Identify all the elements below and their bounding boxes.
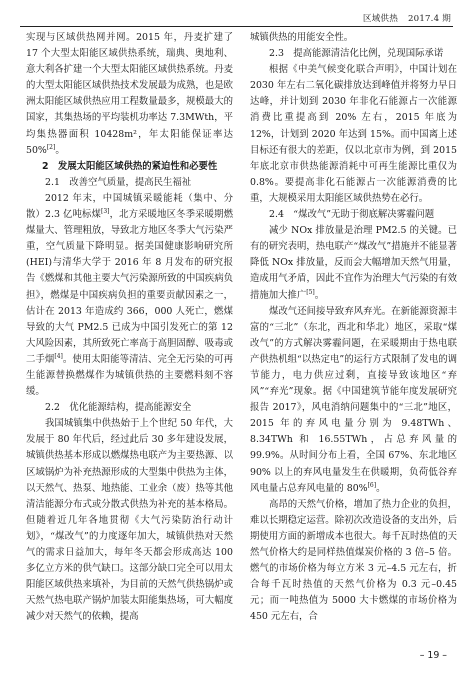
section-heading-2-3: 2.3 提高能源清洁化比例，兑现国际承诺 [269, 48, 444, 60]
section-heading-2-2: 2.2 优化能源结构，提高能源安全 [45, 402, 192, 414]
page-number: – 19 – [419, 650, 447, 661]
journal-section: 区域供热 [362, 14, 398, 24]
paragraph: 实现与区域供热网并网。2015 年，丹麦扩建了 17 个大型太阳能区域供热系统，瑞典、奥地利、意大利各扩建一个大型太阳能区域供热系统。丹麦的大型太阳能区域供热技术发展最为成熟，也是欧洲太阳能区域供热应用工程数量最多，规模最大的国家，其集热场的平均装机功率达 7.3MWth，平均集热器面积 10428m²，年太阳能保证率达 50%[2]。 [26, 32, 233, 156]
left-column [26, 30, 233, 625]
paragraph: 高昂的天然气价格，增加了热力企业的负担，难以长期稳定运营。除初次改造设备的支出外，后期使用方面的新增成本也很大。每千瓦时热值的天然气价格大约是同样热值煤炭价格的 3 倍–5 倍。燃气的市场价格为每立方米 3 元–4.5 元左右，折合每千瓦时热值的天然气价格为 0.3 元–0.45 元；而一吨热值为 5000 大卡燃煤的市场价格为 450 元左右，合 [250, 498, 457, 623]
section-heading-2: 2 发展太阳能区域供热的紧迫性和必要性 [42, 160, 218, 172]
section-heading-2-1: 2.1 改善空气质量，提高民生福祉 [45, 176, 192, 188]
paragraph: 减少 NOx 排放量是治理 PM2.5 的关键。已有的研究表明，热电联产“煤改气”措施并不能显著降低 NOx 排放量，反而会大幅增加天然气用量，造成用气矛盾，因此不宜作为治理大气污染的有效措施加大推广[5]。 [250, 225, 457, 301]
paragraph: 煤改气还间接导致弃风弃光。在新能源资源丰富的“三北”（东北，西北和华北）地区，采取“煤改气”的方式解决雾霾问题，在采暖期由于热电联产供热机组“以热定电”的运行方式限制了发电的调节能力，电力供应过剩，直接导致该地区“弃风”“弃光”现象。据《中国建筑节能年度发展研究报告 2017》，风电消纳问题集中的“三北”地区，2015 年的弃风电量分别为 9.48TWh、8.34TWh 和 16.55TWh，占总弃风量的 99.9%。从时间分布上看，全国 67%、东北地区 90% 以上的弃风电量发生在供暖期，负荷低谷弃风电量占总弃风电量的 80%[6]。 [250, 305, 457, 494]
paragraph: 我国城镇集中供热始于上个世纪 50 年代，大发展于 80 年代后，经过此后 30 多年建设发展，城镇供热基本形成以燃煤热电联产为主要热源、以区域锅炉为补充热源形成的大型集中供热为主体，以天然气、热泵、地热能、工业余（废）热等其他清洁能源分布式或分散式供热为补充的基本格局。但随着近几年各地贯彻《大气污染防治行动计划》，“煤改气”的力度逐年加大，城镇供热对天然气的需求日益加大，每年冬天都会形成高达 100 多亿立方米的供气缺口。这部分缺口完全可以用太阳能区域供热来填补，为目前的天然气供热锅炉或天然气热电联产锅炉加装太阳能集热场，可大幅度减少对天然气的依赖，提高 [26, 418, 234, 623]
paragraph: 2012 年末，中国城镇采暖能耗（集中、分散）2.3 亿吨标煤[3]，北方采暖地区冬季采暖期燃煤量大、管理粗放，导致北方地区冬季大气污染严重，空气质量下降明显。据美国健康影响研究所(HEI)与清华大学于 2016 年 8 月发布的研究报告《燃煤和其他主要大气污染源所致的中国疾病负担》，燃煤是中国疾病负担的重要贡献因素之一，估计在 2013 年造成约 366，000 人死亡，燃煤导致的大气 PM2.5 已成为中国引发死亡的第 12 大风险因素，其所致死亡率高于高胆固醇、吸毒或二手烟[4]。使用太阳能等清洁、完全无污染的可再生能源替换燃煤作为城镇供热的主要燃料刻不容缓。 [26, 192, 233, 398]
paragraph: 根据《中美气候变化联合声明》，中国计划在 2030 年左右二氧化碳排放达到峰值并将努力早日达峰，并计划到 2030 年非化石能源占一次能源消费比重提高到 20% 左右，2015 年底为 12%，计划到 2020 年达到 15%。而中国离上述目标还有很大的差距，仅以北京市为例，到 2015 年底北京市供热能源消耗中可再生能源比重仅为 0.8%。要提高非化石能源占一次能源消费的比重，大规模采用太阳能区域供热势在必行。 [250, 64, 457, 204]
journal-issue: 2017.4 期 [408, 14, 451, 24]
section-heading-2-4: 2.4 “煤改气”无助于彻底解决雾霾问题 [269, 209, 435, 221]
header-rule [20, 26, 453, 27]
running-header [363, 12, 451, 24]
right-column [250, 30, 457, 625]
paragraph: 城镇供热的用能安全性。 [250, 32, 354, 43]
